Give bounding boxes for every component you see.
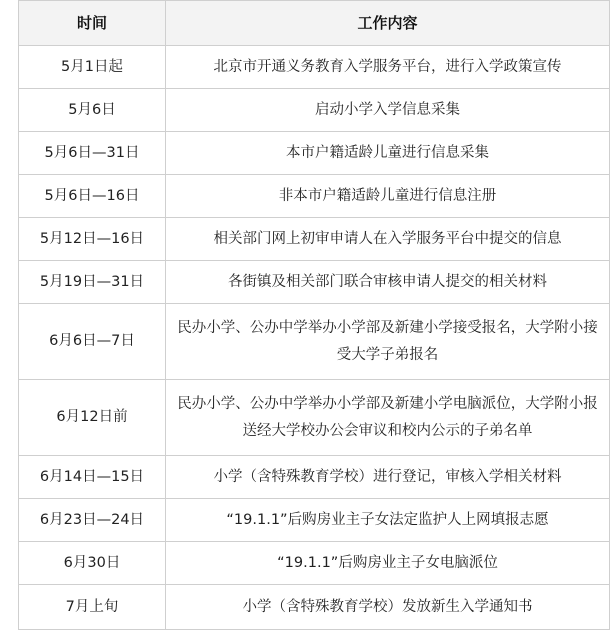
table-row	[19, 380, 610, 456]
table-row	[19, 89, 610, 132]
content-cell: 各街镇及相关部门联合审核申请人提交的相关材料	[166, 261, 610, 304]
header-time: 时间	[19, 1, 166, 46]
time-cell: 5月6日	[19, 89, 166, 132]
content-cell: 小学（含特殊教育学校）发放新生入学通知书	[166, 585, 610, 630]
content-cell: 非本市户籍适龄儿童进行信息注册	[166, 175, 610, 218]
content-cell: “19.1.1”后购房业主子女法定监护人上网填报志愿	[166, 499, 610, 542]
table-row	[19, 261, 610, 304]
time-cell: 6月23日—24日	[19, 499, 166, 542]
table-row	[19, 542, 610, 585]
content-cell: 本市户籍适龄儿童进行信息采集	[166, 132, 610, 175]
table-row	[19, 304, 610, 380]
table-row	[19, 218, 610, 261]
content-cell: 启动小学入学信息采集	[166, 89, 610, 132]
content-cell: “19.1.1”后购房业主子女电脑派位	[166, 542, 610, 585]
table-row	[19, 132, 610, 175]
time-cell: 5月6日—16日	[19, 175, 166, 218]
time-cell: 5月12日—16日	[19, 218, 166, 261]
content-cell: 相关部门网上初审申请人在入学服务平台中提交的信息	[166, 218, 610, 261]
table-row	[19, 456, 610, 499]
table-row	[19, 499, 610, 542]
time-cell: 6月14日—15日	[19, 456, 166, 499]
time-cell: 5月1日起	[19, 46, 166, 89]
content-cell: 北京市开通义务教育入学服务平台，进行入学政策宣传	[166, 46, 610, 89]
table-header-row	[19, 1, 610, 46]
header-content: 工作内容	[166, 1, 610, 46]
enrollment-schedule-table	[18, 0, 610, 630]
content-cell: 民办小学、公办中学举办小学部及新建小学电脑派位，大学附小报送经大学校办公会审议和校内公示的子弟名单	[166, 380, 610, 456]
time-cell: 5月6日—31日	[19, 132, 166, 175]
table-row	[19, 175, 610, 218]
time-cell: 5月19日—31日	[19, 261, 166, 304]
table-row	[19, 585, 610, 630]
table-row	[19, 46, 610, 89]
time-cell: 7月上旬	[19, 585, 166, 630]
time-cell: 6月12日前	[19, 380, 166, 456]
time-cell: 6月6日—7日	[19, 304, 166, 380]
content-cell: 小学（含特殊教育学校）进行登记，审核入学相关材料	[166, 456, 610, 499]
content-cell: 民办小学、公办中学举办小学部及新建小学接受报名，大学附小接受大学子弟报名	[166, 304, 610, 380]
time-cell: 6月30日	[19, 542, 166, 585]
